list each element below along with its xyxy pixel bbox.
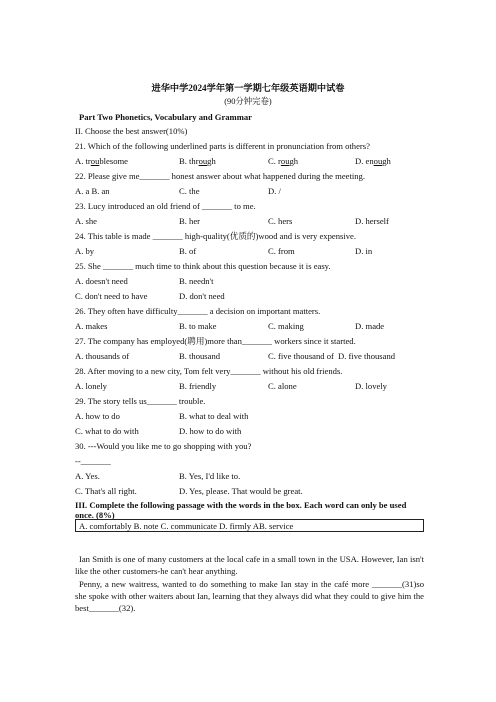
question-23: 23. Lucy introduced an old friend of _______ to me. [75,201,256,211]
q30-option-a: A. Yes. [75,471,100,481]
exam-title: 进华中学2024学年第一学期七年级英语期中试卷 [151,83,345,93]
q24-option-a: A. by [75,246,95,256]
q25-option-c: C. don't need to have [75,291,148,301]
exam-subtitle: (90分钟完卷) [224,97,272,106]
q25-option-b: B. needn't [179,276,214,286]
section-3-heading-line1: III. Complete the following passage with the words in the box. Each word can only be used [75,500,407,510]
q22-option-d: D. / [268,186,281,196]
q21-option-b: B. through [179,156,216,166]
question-21: 21. Which of the following underlined parts is different in pronunciation from others? [75,141,370,151]
q28-option-b: B. friendly [179,381,217,391]
section-3-heading-line2: once. (8%) [75,510,115,520]
question-29: 29. The story tells us_______ trouble. [75,396,206,406]
passage-paragraph-2: Penny, a new waitress, wanted to do something to make Ian stay in the café more _______(31)so she spoke with other waiters about Ian, learning that they always did what they could to give him the best_______(32). [75,579,424,613]
q24-option-d: D. in [355,246,373,256]
q25-option-d: D. don't need [179,291,225,301]
q24-option-b: B. of [179,246,197,256]
q29-option-b: B. what to deal with [179,411,249,421]
q29-option-a: A. how to do [75,411,120,421]
question-22: 22. Please give me_______ honest answer about what happened during the meeting. [75,171,365,181]
q21-option-a: A. troublesome [75,156,128,166]
q30-option-d: D. Yes, please. That would be great. [179,486,303,496]
question-25: 25. She _______ much time to think about this question because it is easy. [75,261,331,271]
q21-option-c: C. rough [268,156,299,166]
question-26: 26. They often have difficulty_______ a decision on important matters. [75,306,321,316]
q27-option-d: D. five thousand [338,351,396,361]
question-27: 27. The company has employed(聘用)more than_______ workers since it started. [75,336,356,346]
q26-option-c: C. making [268,321,304,331]
q23-option-b: B. her [179,216,201,226]
q24-option-c: C. from [268,246,295,256]
q30-option-b: B. Yes, I'd like to. [179,471,241,481]
q27-option-a: A. thousands of [75,351,130,361]
q21-option-d: D. enough [355,156,391,166]
q26-option-b: B. to make [179,321,217,331]
section-2-heading: II. Choose the best answer(10%) [75,126,188,136]
question-28: 28. After moving to a new city, Tom felt very_______ without his old friends. [75,366,343,376]
q22-option-c: C. the [179,186,200,196]
q30-option-c: C. That's all right. [75,486,137,496]
q29-option-c: C. what to do with [75,426,139,436]
q28-option-c: C. alone [268,381,297,391]
q26-option-a: A. makes [75,321,108,331]
q25-option-a: A. doesn't need [75,276,128,286]
word-box: A. comfortably B. note C. communicate D. firmly AB. service [75,519,424,532]
q23-option-c: C. hers [268,216,293,226]
q23-option-d: D. herself [355,216,389,226]
question-30: 30. ---Would you like me to go shopping with you? [75,441,252,451]
q29-option-d: D. how to do with [179,426,242,436]
q23-option-a: A. she [75,216,97,226]
q27-option-c: C. five thousand of [268,351,334,361]
q28-option-d: D. lovely [355,381,387,391]
q30-answer-blank: --_______ [75,456,111,466]
q22-option-ab: A. a B. an [75,186,110,196]
q28-option-a: A. lonely [75,381,107,391]
part-two-heading: Part Two Phonetics, Vocabulary and Grammar [79,112,252,122]
q26-option-d: D. made [355,321,385,331]
question-24: 24. This table is made _______ high-quality(优质的)wood and is very expensive. [75,231,357,241]
passage-paragraph-1: Ian Smith is one of many customers at the local cafe in a small town in the USA. However, Ian isn't like the other customers-he can't hear anything. [75,554,424,576]
q27-option-b: B. thousand [179,351,221,361]
